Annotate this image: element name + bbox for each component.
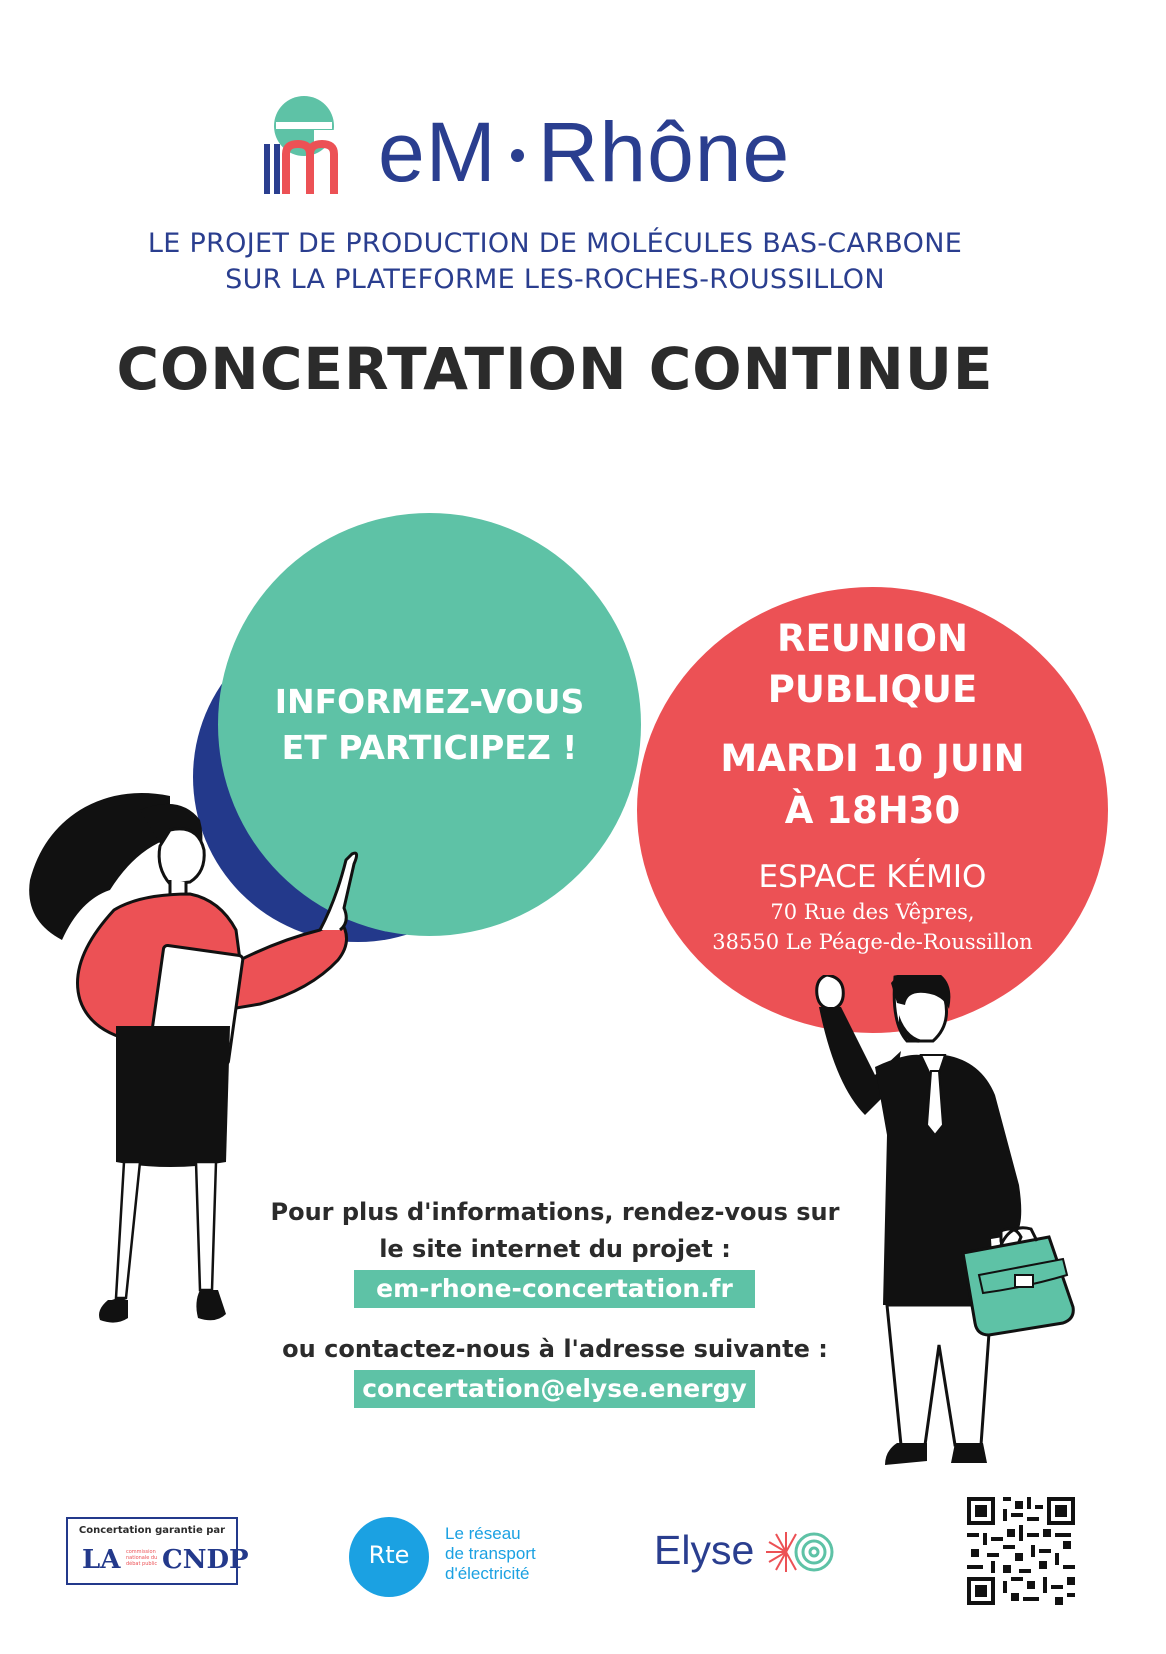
meeting-venue: ESPACE KÉMIO — [758, 859, 987, 895]
cndp-guarantee-text: Concertation garantie par — [78, 1525, 226, 1536]
meeting-time: À 18H30 — [784, 789, 961, 832]
em-logo-icon — [262, 92, 358, 196]
elyse-sunburst-icon — [764, 1530, 836, 1574]
meeting-title-line2: PUBLIQUE — [767, 668, 978, 711]
man-illustration — [805, 975, 1145, 1475]
green-bubble-line1: INFORMEZ-VOUS — [274, 682, 585, 721]
subtitle-line2: SUR LA PLATEFORME LES-ROCHES-ROUSSILLON — [225, 264, 885, 295]
email-link[interactable]: concertation@elyse.energy — [354, 1370, 755, 1408]
meeting-address-line2: 38550 Le Péage-de-Roussillon — [712, 930, 1033, 954]
info-line2: le site internet du projet : — [379, 1235, 731, 1263]
meeting-address-line1: 70 Rue des Vêpres, — [770, 900, 975, 924]
qr-code-icon[interactable] — [967, 1497, 1075, 1605]
website-link[interactable]: em-rhone-concertation.fr — [354, 1270, 755, 1308]
meeting-title-line1: REUNION — [777, 617, 968, 660]
woman-illustration — [20, 790, 390, 1390]
rte-tagline-line1: Le réseau — [445, 1524, 521, 1543]
meeting-date: MARDI 10 JUIN — [720, 737, 1025, 780]
brand-name — [378, 105, 791, 199]
cndp-logo — [66, 1517, 249, 1585]
brand-name-right: Rhône — [537, 105, 791, 199]
info-line3: ou contactez-nous à l'adresse suivante : — [282, 1335, 828, 1363]
cndp-small-text: commission nationale du débat public — [126, 1549, 158, 1567]
info-line1: Pour plus d'informations, rendez-vous sur — [270, 1198, 840, 1226]
brand-dot — [511, 149, 524, 162]
cndp-name-text: CNDP — [162, 1545, 249, 1575]
elyse-name: Elyse — [654, 1527, 755, 1573]
page-title: CONCERTATION CONTINUE — [116, 335, 994, 403]
rte-tagline-line3: d'électricité — [445, 1564, 530, 1583]
cndp-la-text: LA — [82, 1545, 121, 1575]
green-bubble-line2: ET PARTICIPEZ ! — [281, 728, 578, 767]
rte-name: Rte — [368, 1541, 410, 1569]
brand-name-left: eM — [378, 105, 497, 199]
rte-tagline-line2: de transport — [445, 1544, 536, 1563]
subtitle-line1: LE PROJET DE PRODUCTION DE MOLÉCULES BAS-CARBONE — [147, 228, 963, 259]
